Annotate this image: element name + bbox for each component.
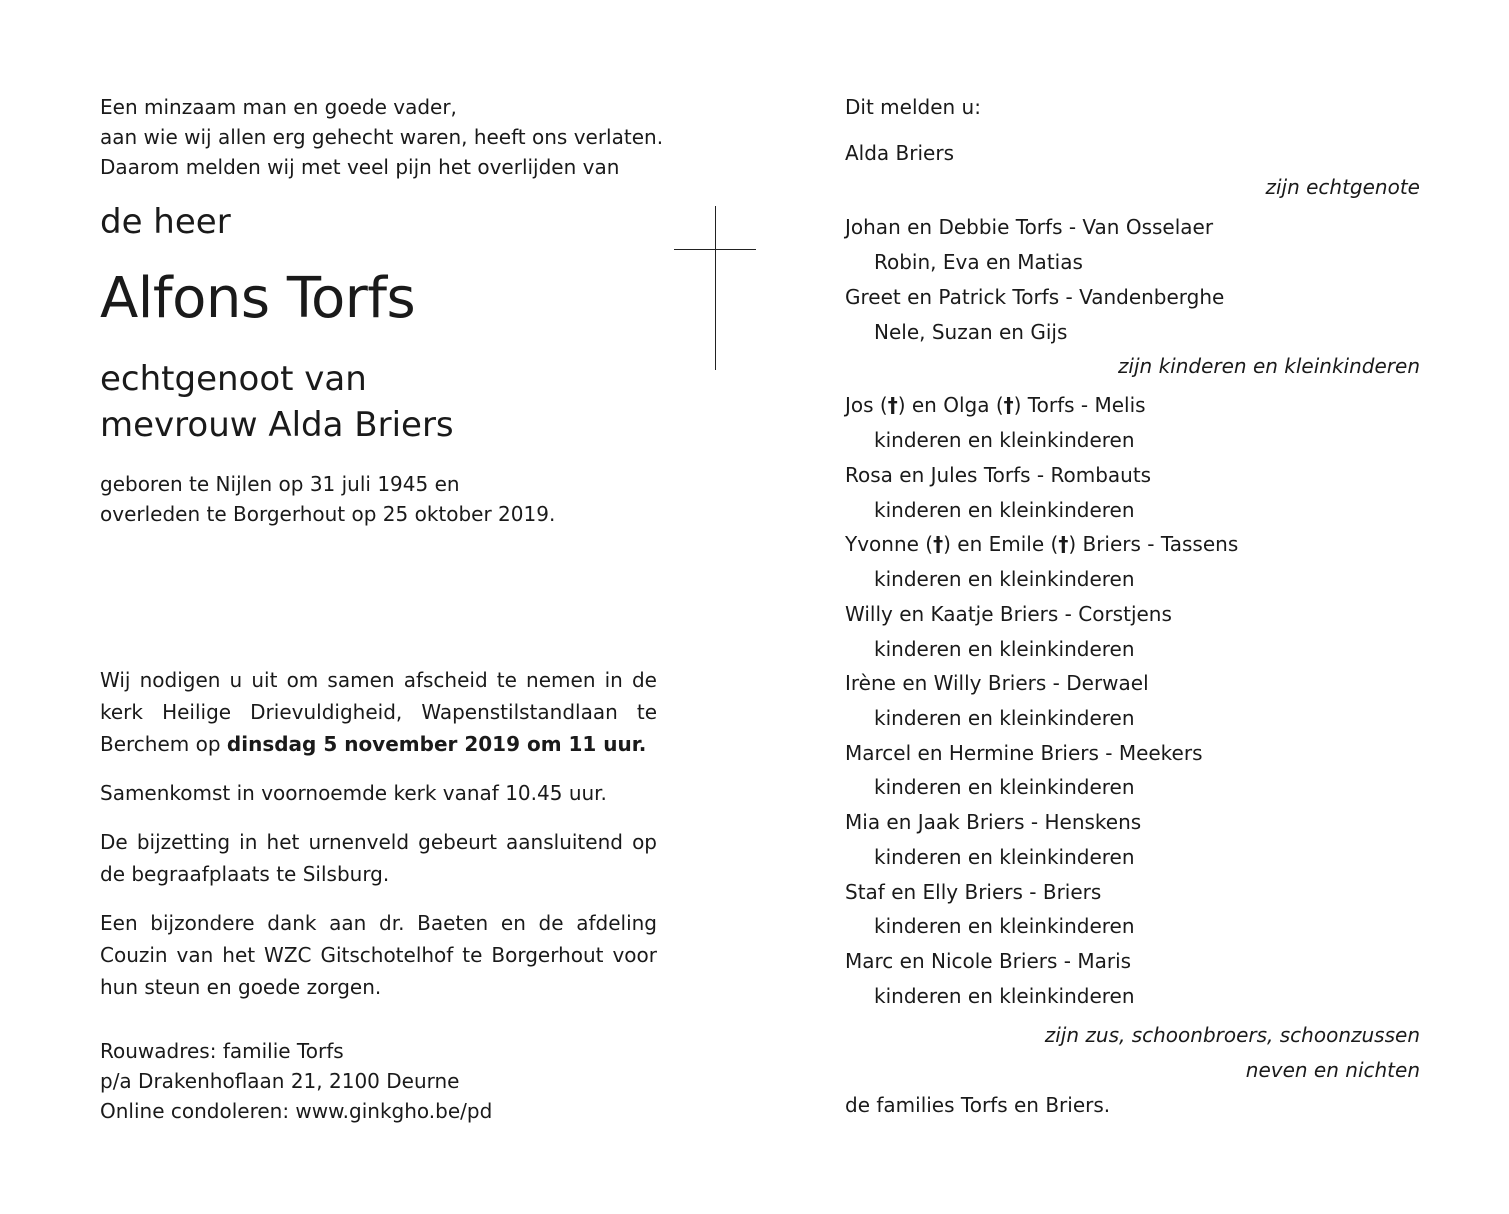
sibling-descendants: kinderen en kleinkinderen [874, 498, 1135, 522]
spouse-role: zijn echtgenote [1265, 175, 1420, 199]
dagger-icon: † [933, 532, 944, 556]
sibling-name: Mia en Jaak Briers - Henskens [845, 810, 1142, 834]
sibling-descendants: kinderen en kleinkinderen [874, 567, 1135, 591]
invitation-text: Wij nodigen u uit om samen afscheid te nemen in de kerk Heilige Drievuldigheid, Wapenstilstandlaan te Berchem op [100, 668, 657, 756]
address-block [100, 1036, 492, 1126]
life-dates [100, 469, 555, 529]
cousins-role: neven en nichten [1245, 1058, 1420, 1082]
dagger-icon: † [887, 393, 898, 417]
spouse-block [100, 356, 454, 448]
sibling-name: Jos (†) en Olga (†) Torfs - Melis [845, 393, 1146, 417]
sibling-name: Marc en Nicole Briers - Maris [845, 949, 1132, 973]
spouse-line: echtgenoot van [100, 359, 367, 399]
sibling-name: Yvonne (†) en Emile (†) Briers - Tassens [845, 532, 1239, 556]
sibling-name: Marcel en Hermine Briers - Meekers [845, 741, 1203, 765]
grandchildren-names: Robin, Eva en Matias [874, 250, 1083, 274]
deceased-name: Alfons Torfs [100, 266, 416, 331]
intro-line: Daarom melden wij met veel pijn het overlijden van [100, 155, 620, 179]
sibling-descendants: kinderen en kleinkinderen [874, 845, 1135, 869]
sibling-name: Willy en Kaatje Briers - Corstjens [845, 602, 1172, 626]
sibling-descendants: kinderen en kleinkinderen [874, 914, 1135, 938]
title-prefix: de heer [100, 202, 231, 242]
children-role: zijn kinderen en kleinkinderen [1117, 354, 1420, 378]
sibling-name: Irène en Willy Briers - Derwael [845, 671, 1149, 695]
sibling-descendants: kinderen en kleinkinderen [874, 775, 1135, 799]
intro-text [100, 92, 663, 182]
died-line: overleden te Borgerhout op 25 oktober 2019. [100, 502, 556, 526]
closing-line: de families Torfs en Briers. [845, 1093, 1111, 1117]
sibling-name: Staf en Elly Briers - Briers [845, 880, 1102, 904]
sibling-descendants: kinderen en kleinkinderen [874, 637, 1135, 661]
cross-icon-vertical [715, 206, 716, 370]
burial-paragraph: De bijzetting in het urnenveld gebeurt aansluitend op de begraafplaats te Silsburg. [100, 830, 657, 886]
dagger-icon: † [1058, 532, 1069, 556]
dagger-icon: † [1003, 393, 1014, 417]
sibling-descendants: kinderen en kleinkinderen [874, 428, 1135, 452]
spouse-line: mevrouw Alda Briers [100, 405, 454, 445]
cross-icon-horizontal [674, 249, 756, 250]
sibling-descendants: kinderen en kleinkinderen [874, 984, 1135, 1008]
gathering-paragraph: Samenkomst in voornoemde kerk vanaf 10.45 uur. [100, 781, 607, 805]
child-name: Johan en Debbie Torfs - Van Osselaer [845, 215, 1214, 239]
address-line: Rouwadres: familie Torfs [100, 1039, 344, 1063]
born-line: geboren te Nijlen op 31 juli 1945 en [100, 472, 460, 496]
intro-line: aan wie wij allen erg gehecht waren, heeft ons verlaten. [100, 125, 664, 149]
intro-line: Een minzaam man en goede vader, [100, 95, 457, 119]
thanks-paragraph: Een bijzondere dank aan dr. Baeten en de afdeling Couzin van het WZC Gitschotelhof te Borgerhout voor hun steun en goede zorgen. [100, 911, 657, 999]
address-line: p/a Drakenhoflaan 21, 2100 Deurne [100, 1069, 460, 1093]
child-name: Greet en Patrick Torfs - Vandenberghe [845, 285, 1225, 309]
sibling-name: Rosa en Jules Torfs - Rombauts [845, 463, 1152, 487]
spouse-name: Alda Briers [845, 141, 954, 165]
address-line: Online condoleren: www.ginkgho.be/pd [100, 1099, 493, 1123]
grandchildren-names: Nele, Suzan en Gijs [874, 320, 1068, 344]
family-heading: Dit melden u: [845, 95, 981, 119]
sibling-descendants: kinderen en kleinkinderen [874, 706, 1135, 730]
invitation-date: dinsdag 5 november 2019 om 11 uur. [226, 732, 647, 756]
invitation-paragraph [100, 664, 657, 760]
siblings-role: zijn zus, schoonbroers, schoonzussen [1044, 1023, 1420, 1047]
